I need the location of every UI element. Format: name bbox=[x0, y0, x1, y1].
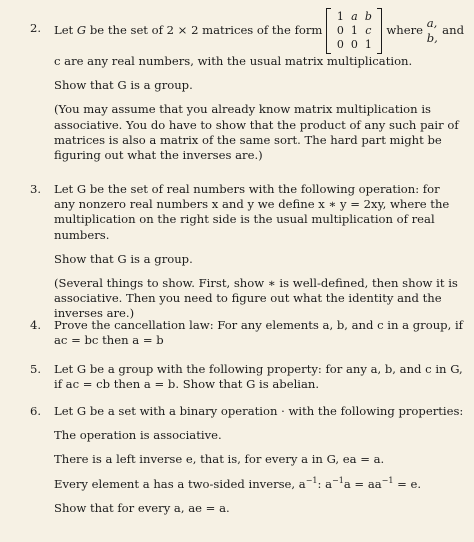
superscript: −1 bbox=[332, 475, 344, 485]
matrix-cell: 1 bbox=[350, 24, 358, 37]
problem-4-statement: Prove the cancellation law: For any elements a, b, and c in a group, if ac = bc then a = b bbox=[54, 318, 463, 348]
matrix-cell: c bbox=[365, 24, 372, 37]
math-vars: a, b, bbox=[426, 15, 438, 45]
problem-3-statement: Let G be the set of real numbers with the following operation: for any nonzero real numbers x and y we define x ∗ y = 2xy, where the multiplication on the right side is the usual multiplication of real numbers. bbox=[54, 182, 450, 242]
problem-2-line-2: c are any real numbers, with the usual matrix multiplication. bbox=[54, 54, 413, 68]
matrix bbox=[326, 8, 382, 54]
problem-number: 3. bbox=[30, 182, 42, 196]
matrix-cell: b bbox=[364, 10, 372, 23]
text: Let bbox=[54, 23, 77, 38]
show-statement: Show that G is a group. bbox=[54, 78, 193, 93]
problem-2-statement bbox=[54, 8, 464, 54]
property-associative: The operation is associative. bbox=[54, 428, 222, 443]
problem-note: (Several things to show. First, show ∗ is well-defined, then show it is associative. Then you need to figure out what the identity and the inverses are.) bbox=[54, 276, 458, 321]
matrix-entries bbox=[331, 8, 377, 54]
matrix-cell: 1 bbox=[364, 38, 372, 51]
superscript: −1 bbox=[305, 475, 318, 485]
problem-2 bbox=[30, 8, 464, 163]
property-inverse bbox=[54, 477, 464, 492]
problem-number: 2. bbox=[30, 21, 42, 35]
problem-5 bbox=[30, 362, 464, 392]
problem-6-statement: Let G be a set with a binary operation · with the following properties: bbox=[54, 404, 464, 418]
matrix-cell: 0 bbox=[350, 38, 358, 51]
problem-4 bbox=[30, 318, 464, 348]
right-bracket bbox=[377, 8, 382, 54]
problem-number: 4. bbox=[30, 318, 42, 332]
problem-6 bbox=[30, 404, 464, 516]
math-var: G bbox=[76, 23, 87, 38]
problem-number: 5. bbox=[30, 362, 42, 376]
problem-5-statement: Let G be a group with the following property: for any a, b, and c in G, if ac = cb then a = b. Show that G is abelian. bbox=[54, 362, 463, 392]
text: be the set of 2 × 2 matrices of the form bbox=[86, 23, 323, 38]
show-statement: Show that for every a, ae = a. bbox=[54, 500, 230, 515]
text: a = aa bbox=[343, 476, 382, 491]
text: Every element a has a two-sided inverse, a bbox=[54, 476, 306, 491]
problem-number: 6. bbox=[30, 404, 42, 418]
show-statement: Show that G is a group. bbox=[54, 251, 193, 266]
matrix-cell: a bbox=[351, 10, 358, 23]
text: where bbox=[386, 23, 427, 38]
superscript: −1 bbox=[381, 475, 394, 485]
problem-3 bbox=[30, 182, 464, 322]
problem-note: (You may assume that you already know matrix multiplication is associative. You do have to show that the product of any such pair of matrices is also a matrix of the same sort. The hard part might be figuring out what the inverses are.) bbox=[54, 102, 459, 163]
matrix-cell: 1 bbox=[336, 10, 344, 23]
text: and bbox=[438, 23, 464, 38]
text: = e. bbox=[393, 476, 422, 491]
text: : a bbox=[317, 476, 333, 491]
matrix-cell: 0 bbox=[336, 38, 344, 51]
property-left-identity: There is a left inverse e, that is, for every a in G, ea = a. bbox=[54, 452, 385, 467]
matrix-cell: 0 bbox=[336, 24, 344, 37]
